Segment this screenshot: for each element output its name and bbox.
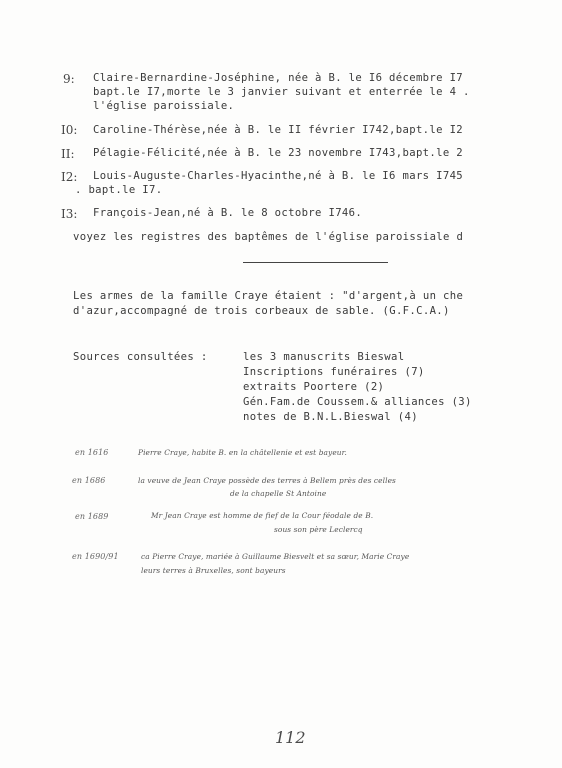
entry-number: I2: bbox=[61, 170, 78, 184]
entry-number: II: bbox=[61, 147, 75, 161]
entry-number: I0: bbox=[61, 123, 78, 137]
entry-line: . bapt.le I7. bbox=[75, 184, 163, 196]
handwritten-note: Pierre Craye, habite B. en la châtellenie et est bayeur. bbox=[138, 448, 347, 457]
source-item: Gén.Fam.de Coussem.& alliances (3) bbox=[243, 396, 472, 408]
entry-line: Caroline-Thérèse,née à B. le II février I742,bapt.le I2 bbox=[93, 124, 464, 136]
entry-line: bapt.le I7,morte le 3 janvier suivant et enterrée le 4 . bbox=[93, 86, 470, 98]
entry-line: l'église paroissiale. bbox=[93, 100, 235, 112]
handwritten-note: leurs terres à Bruxelles, sont bayeurs bbox=[141, 566, 286, 575]
entry-number: I3: bbox=[61, 207, 78, 221]
entry-line: Louis-Auguste-Charles-Hyacinthe,né à B. le I6 mars I745 bbox=[93, 170, 464, 182]
entry-line: François-Jean,né à B. le 8 octobre I746. bbox=[93, 207, 363, 219]
separator-rule bbox=[243, 262, 388, 263]
handwritten-date: en 1616 bbox=[75, 448, 109, 457]
handwritten-note: de la chapelle St Antoine bbox=[230, 489, 327, 498]
source-item: extraits Poortere (2) bbox=[243, 381, 385, 393]
page-number: 112 bbox=[275, 728, 306, 747]
entry-line: Pélagie-Félicité,née à B. le 23 novembre I743,bapt.le 2 bbox=[93, 147, 464, 159]
handwritten-note: sous son père Leclercq bbox=[274, 525, 363, 534]
entry-number: 9: bbox=[63, 72, 75, 86]
source-item: les 3 manuscrits Bieswal bbox=[243, 351, 405, 363]
handwritten-note: Mr Jean Craye est homme de fief de la Cour féodale de B. bbox=[151, 511, 374, 520]
handwritten-note: la veuve de Jean Craye possède des terres à Bellem près des celles bbox=[138, 476, 396, 485]
registers-note: voyez les registres des baptêmes de l'église paroissiale d bbox=[73, 231, 464, 243]
arms-line: d'azur,accompagné de trois corbeaux de sable. (G.F.C.A.) bbox=[73, 305, 450, 317]
handwritten-date: en 1686 bbox=[72, 476, 106, 485]
handwritten-date: en 1690/91 bbox=[72, 552, 119, 561]
source-item: Inscriptions funéraires (7) bbox=[243, 366, 425, 378]
source-item: notes de B.N.L.Bieswal (4) bbox=[243, 411, 418, 423]
sources-label: Sources consultées : bbox=[73, 351, 208, 363]
entry-line: Claire-Bernardine-Joséphine, née à B. le I6 décembre I7 bbox=[93, 72, 464, 84]
handwritten-note: ca Pierre Craye, mariée à Guillaume Biesvelt et sa sœur, Marie Craye bbox=[141, 552, 410, 561]
arms-line: Les armes de la famille Craye étaient : "d'argent,à un che bbox=[73, 290, 464, 302]
handwritten-date: en 1689 bbox=[75, 512, 109, 521]
